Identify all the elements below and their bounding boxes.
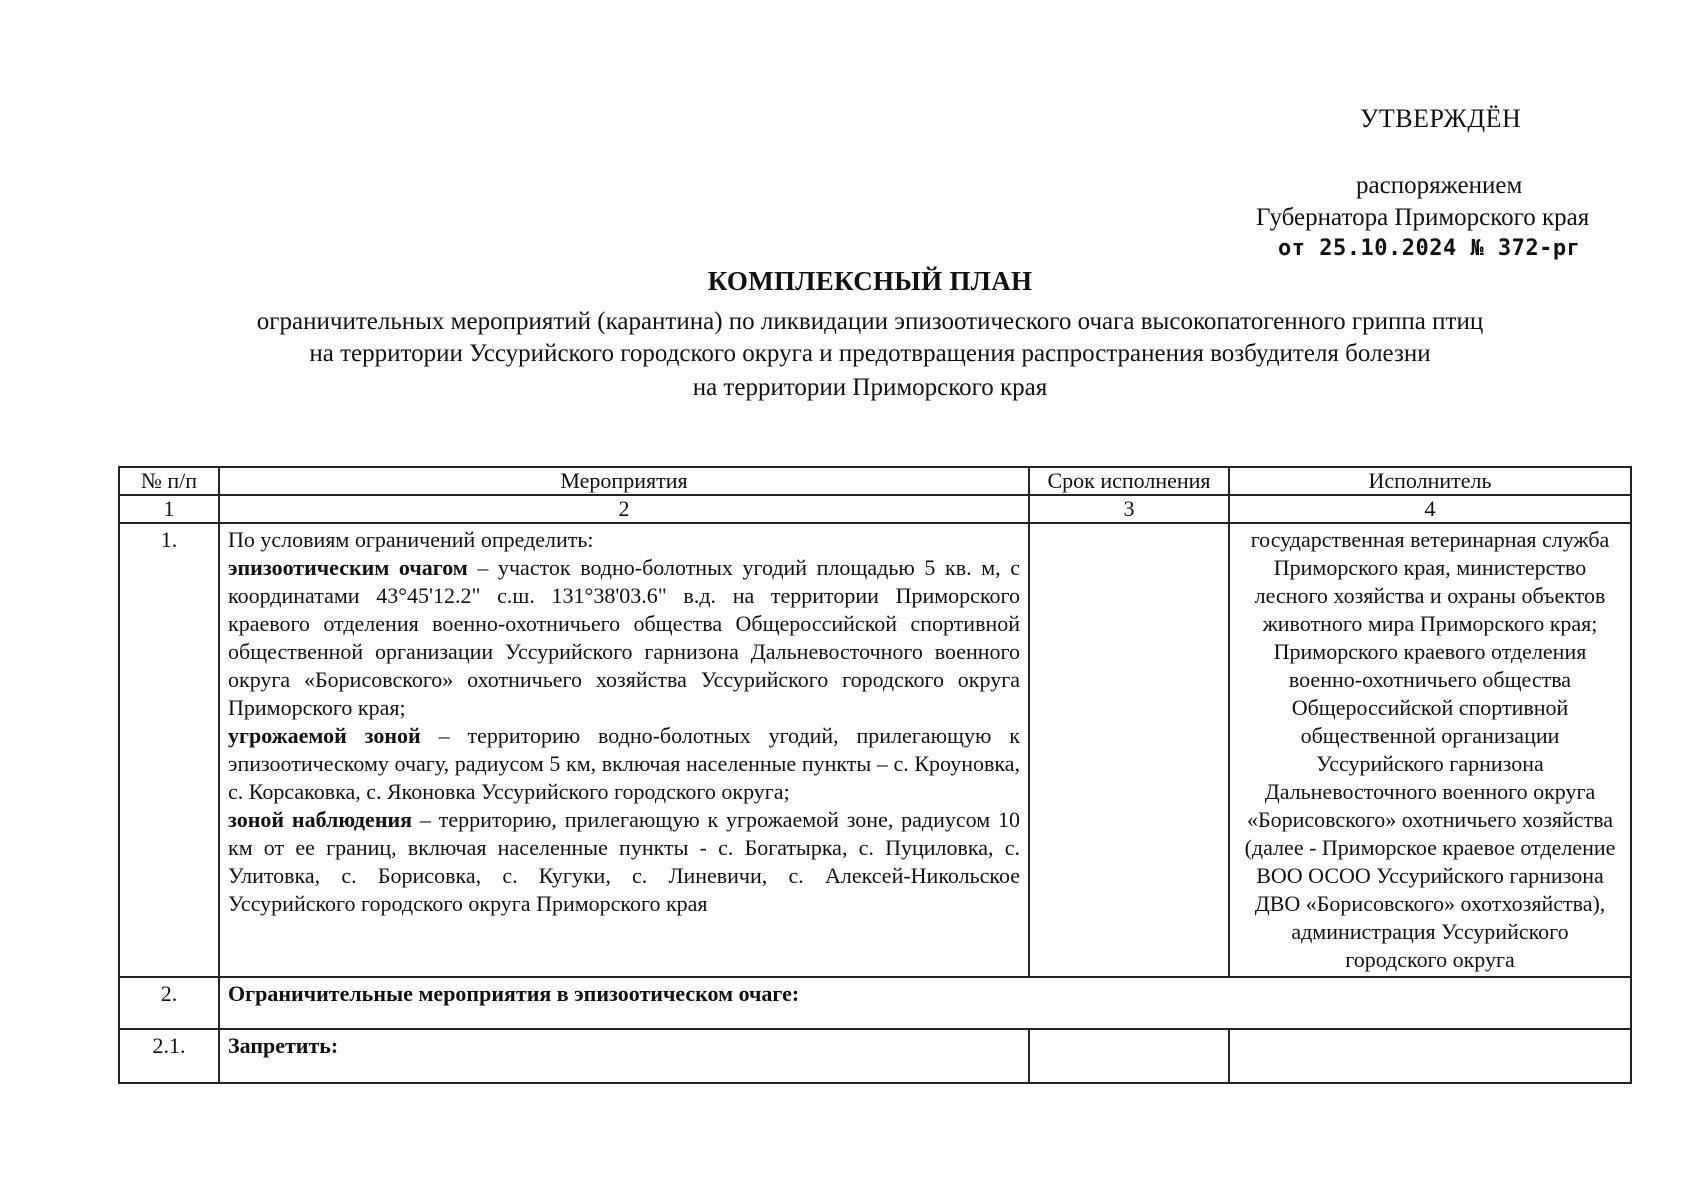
column-number-1: 1 (119, 495, 219, 523)
row-executor (1229, 1029, 1631, 1083)
row-executor: государственная ветеринарная служба Приморского края, министерство лесного хозяйства и охраны объектов животного мира Приморского края; Приморского краевого отделения военно-охотничьего общества Общероссийской спортивной общественной организации Уссурийского гарнизона Дальневосточного военного округа «Борисовского» охотничьего хозяйства (далее - Приморское краевое отделение ВОО ОСОО Уссурийского гарнизона ДВО «Борисовского» охотхозяйства), администрация Уссурийского городского округа (1229, 523, 1631, 977)
column-number-4: 4 (1229, 495, 1631, 523)
approval-authority: Губернатора Приморского края (1256, 204, 1590, 231)
column-number-2: 2 (219, 495, 1029, 523)
subtitle-line-3: на территории Приморского края (692, 374, 1048, 401)
table-header-row (119, 467, 1631, 495)
measure-term-observation-zone: зоной наблюдения (228, 807, 413, 832)
measure-text-threatened-zone: – территорию водно-болотных угодий, прилегающую к эпизоотическому очагу, радиусом 5 км, включая населенные пункты – с. Кроуновка, с. Корсаковка, с. Яконовка Уссурийского городского округа; (228, 723, 1020, 804)
header-deadline: Срок исполнения (1029, 467, 1229, 495)
header-number: № п/п (119, 467, 219, 495)
row-measure: Запретить: (219, 1029, 1029, 1083)
header-measures: Мероприятия (219, 467, 1029, 495)
row-number: 1. (119, 523, 219, 977)
approval-stamp: от 25.10.2024 № 372-рг (1278, 236, 1581, 261)
measure-term-threatened-zone: угрожаемой зоной (228, 723, 421, 748)
column-number-3: 3 (1029, 495, 1229, 523)
section-heading: Ограничительные мероприятия в эпизоотическом очаге: (219, 977, 1631, 1029)
measure-text-observation-zone: – территорию, прилегающую к угрожаемой зоне, радиусом 10 км от ее границ, включая населенные пункты - с. Богатырка, с. Пуциловка, с. Улитовка, с. Борисовка, с. Кугуки, с. Линевичи, с. Алексей-Никольское Уссурийского городского округа Приморского края (228, 807, 1020, 916)
approval-order-label: распоряжением (1356, 172, 1523, 199)
approval-block (1136, 0, 1696, 280)
subtitle-line-2: на территории Уссурийского городского округа и предотвращения распространения возбудителя болезни (309, 340, 1431, 367)
subtitle-line-1: ограничительных мероприятий (карантина) по ликвидации эпизоотического очага высокопатогенного гриппа птиц (256, 308, 1484, 335)
header-executor: Исполнитель (1229, 467, 1631, 495)
measure-intro: По условиям ограничений определить: (228, 527, 594, 552)
measure-term-epizootic-focus: эпизоотическим очагом (228, 555, 468, 580)
table-row (119, 1029, 1631, 1083)
approval-heading: УТВЕРЖДЁН (1360, 104, 1522, 133)
row-deadline (1029, 1029, 1229, 1083)
row-number: 2. (119, 977, 219, 1029)
table-row (119, 977, 1631, 1029)
plan-table (118, 466, 1632, 1084)
row-deadline (1029, 523, 1229, 977)
table-row (119, 523, 1631, 977)
row-measure (219, 523, 1029, 977)
measure-text-epizootic-focus: – участок водно-болотных угодий площадью 5 кв. м, с координатами 43°45'12.2" с.ш. 131°38'03.6" в.д. на территории Приморского краевого отделения военно-охотничьего общества Общероссийской спортивной общественной организации Уссурийского гарнизона Дальневосточного военного округа «Борисовского» охотничьего хозяйства Уссурийского городского округа Приморского края; (228, 555, 1020, 720)
row-number: 2.1. (119, 1029, 219, 1083)
document-title: КОМПЛЕКСНЫЙ ПЛАН (707, 266, 1033, 296)
table-column-numbers-row (119, 495, 1631, 523)
